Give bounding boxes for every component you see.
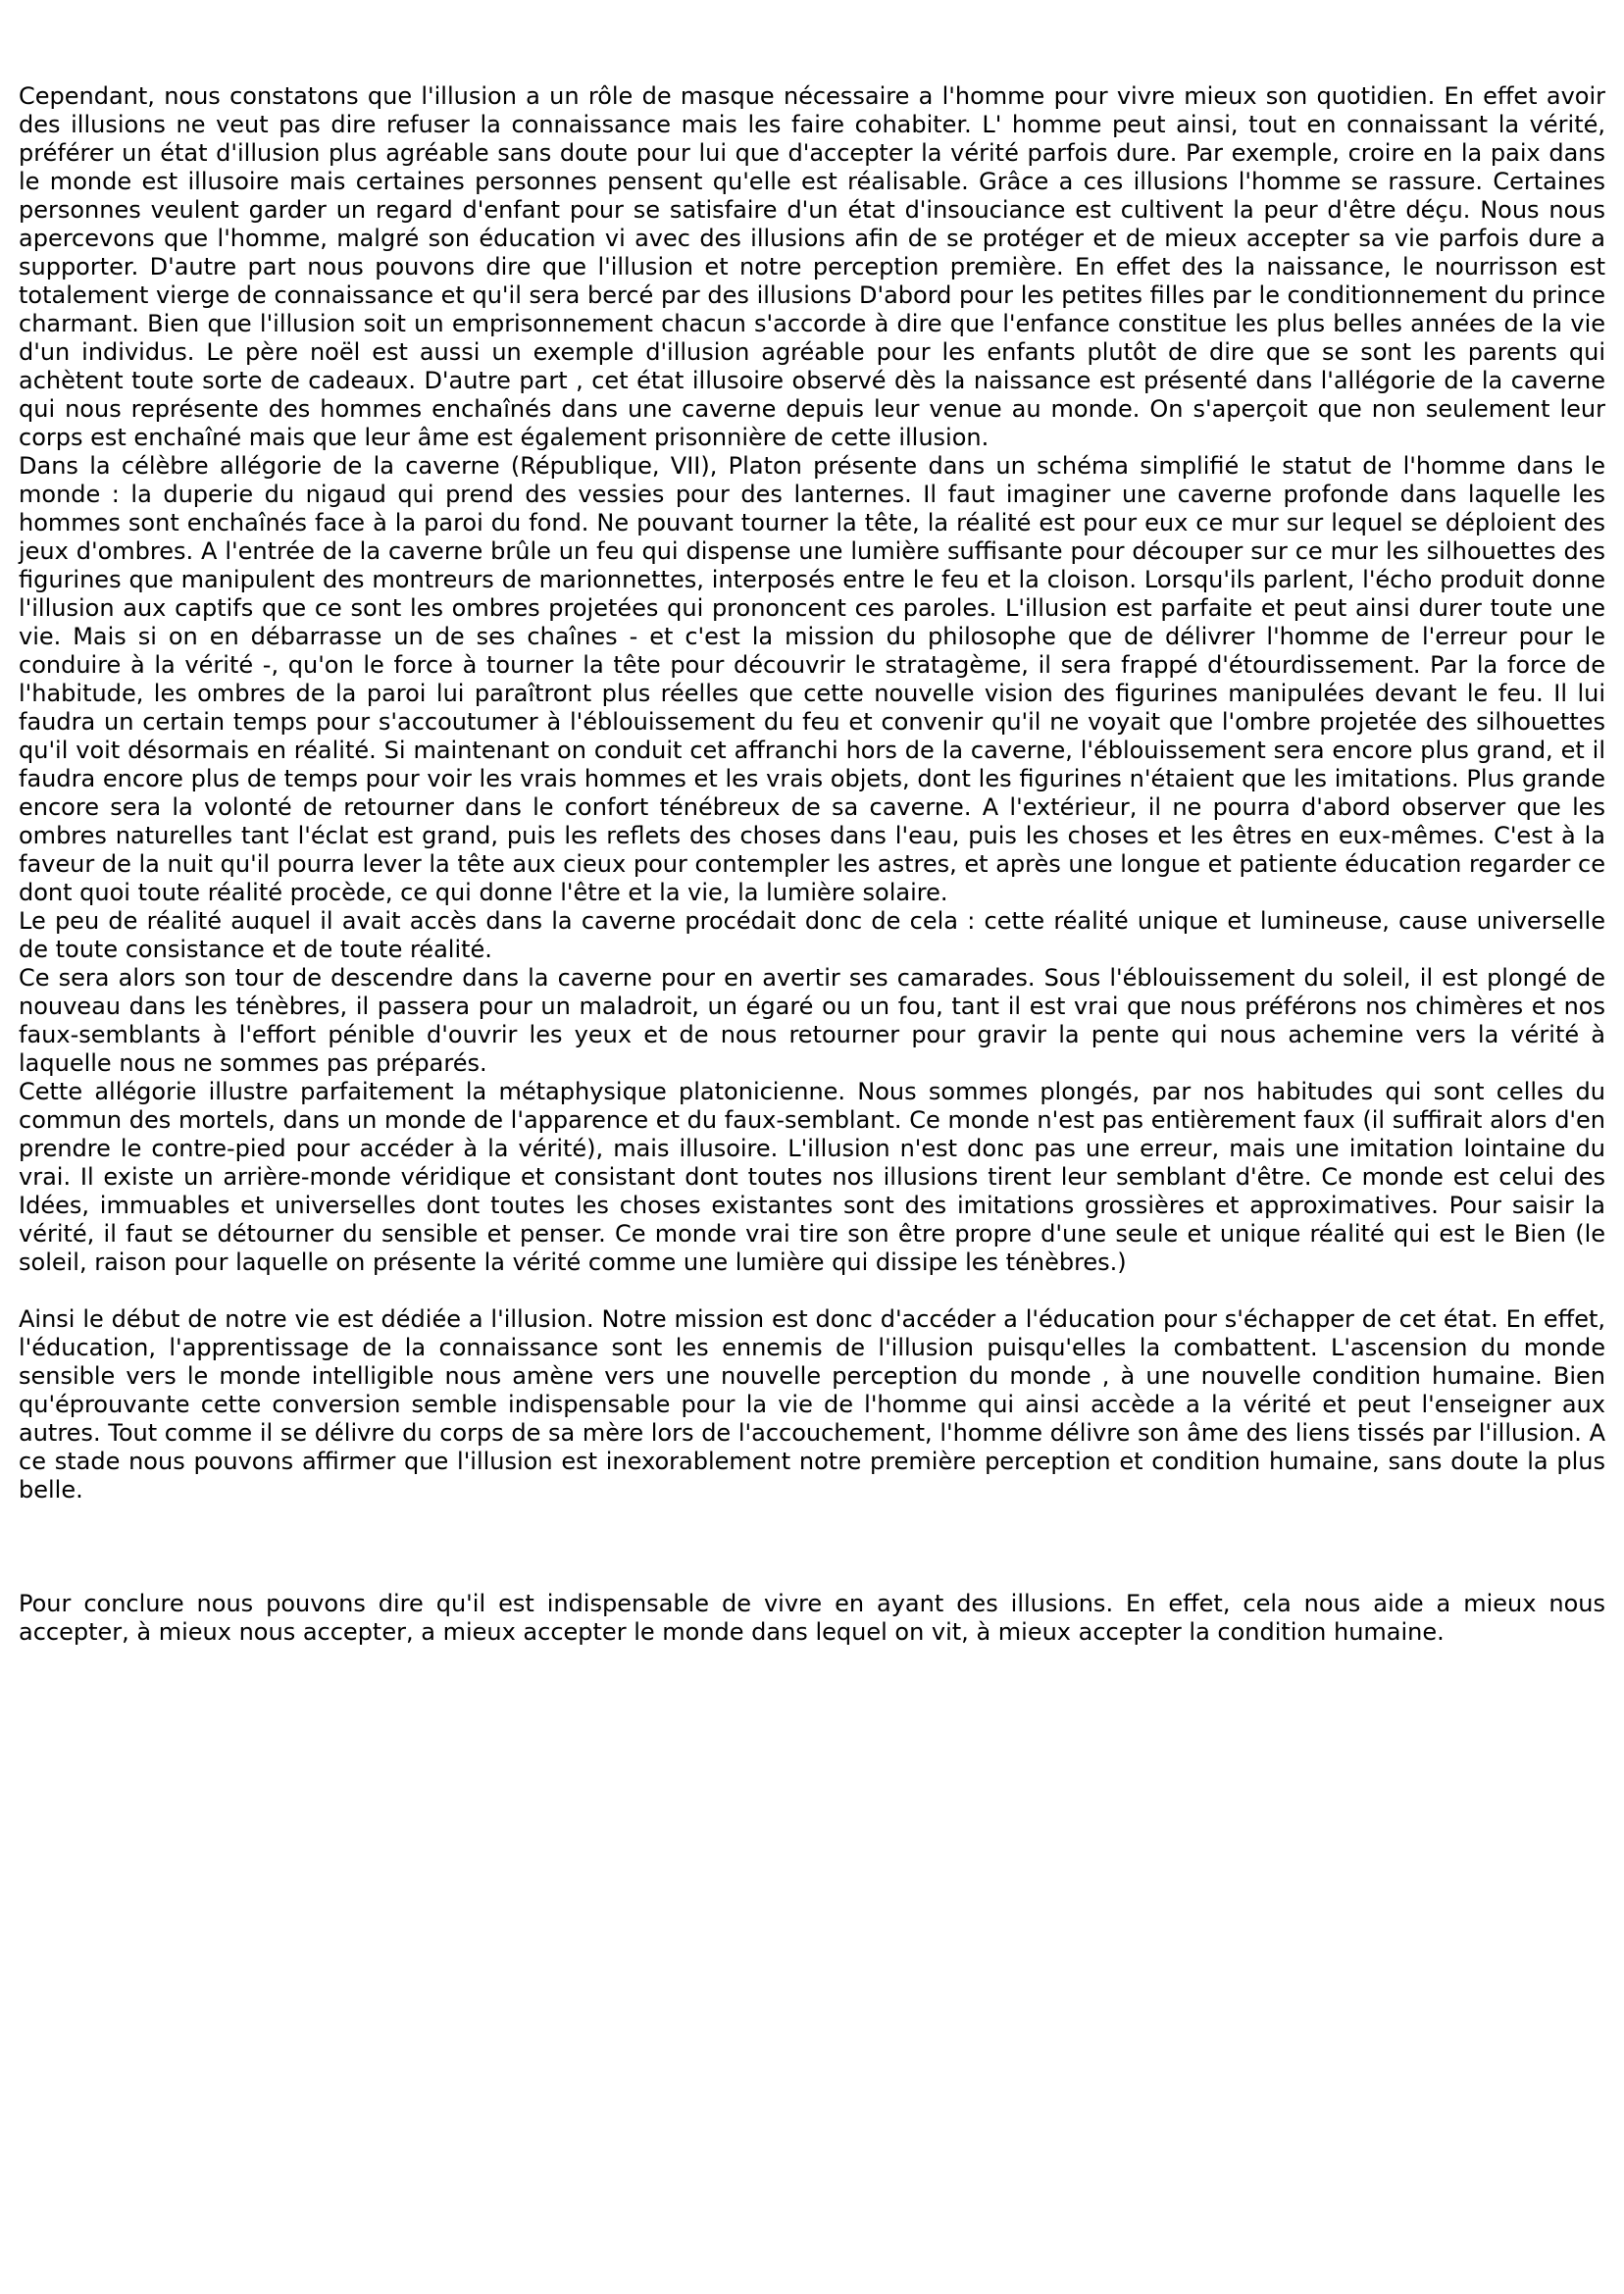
document-body (19, 82, 1605, 1647)
paragraph-metaphysique-platonicienne: Cette allégorie illustre parfaitement la métaphysique platonicienne. Nous sommes plongés, par nos habitudes qui sont celles du commun des mortels, dans un monde de l'apparence et du faux-semblant. Ce monde n'est pas entièrement faux (il suffirait alors d'en prendre le contre-pied pour accéder à la vérité), mais illusoire. L'illusion n'est donc pas une erreur, mais une imitation lointaine du vrai. Il existe un arrière-monde véridique et consistant dont toutes nos illusions tirent leur semblant d'être. Ce monde est celui des Idées, immuables et universelles dont toutes les choses existantes sont des imitations grossières et approximatives. Pour saisir la vérité, il faut se détourner du sensible et penser. Ce monde vrai tire son être propre d'une seule et unique réalité qui est le Bien (le soleil, raison pour laquelle on présente la vérité comme une lumière qui dissipe les ténèbres.) (19, 1078, 1605, 1276)
paragraph-allegorie-caverne: Dans la célèbre allégorie de la caverne (République, VII), Platon présente dans un schéma simplifié le statut de l'homme dans le monde : la duperie du nigaud qui prend des vessies pour des lanternes. Il faut imaginer une caverne profonde dans laquelle les hommes sont enchaînés face à la paroi du fond. Ne pouvant tourner la tête, la réalité est pour eux ce mur sur lequel se déploient des jeux d'ombres. A l'entrée de la caverne brûle un feu qui dispense une lumière suffisante pour découper sur ce mur les silhouettes des figurines que manipulent des montreurs de marionnettes, interposés entre le feu et la cloison. Lorsqu'ils parlent, l'écho produit donne l'illusion aux captifs que ce sont les ombres projetées qui prononcent ces paroles. L'illusion est parfaite et peut ainsi durer toute une vie. Mais si on en débarrasse un de ses chaînes - et c'est la mission du philosophe que de délivrer l'homme de l'erreur pour le conduire à la vérité -, qu'on le force à tourner la tête pour découvrir le stratagème, il sera frappé d'étourdissement. Par la force de l'habitude, les ombres de la paroi lui paraîtront plus réelles que cette nouvelle vision des figurines manipulées devant le feu. Il lui faudra un certain temps pour s'accoutumer à l'éblouissement du feu et convenir qu'il ne voyait que l'ombre projetée des silhouettes qu'il voit désormais en réalité. Si maintenant on conduit cet affranchi hors de la caverne, l'éblouissement sera encore plus grand, et il faudra encore plus de temps pour voir les vrais hommes et les vrais objets, dont les figurines n'étaient que les imitations. Plus grande encore sera la volonté de retourner dans le confort ténébreux de sa caverne. A l'extérieur, il ne pourra d'abord observer que les ombres naturelles tant l'éclat est grand, puis les reflets des choses dans l'eau, puis les choses et les êtres en eux-mêmes. C'est à la faveur de la nuit qu'il pourra lever la tête aux cieux pour contempler les astres, et après une longue et patiente éducation regarder ce dont quoi toute réalité procède, ce qui donne l'être et la vie, la lumière solaire. (19, 452, 1605, 906)
paragraph-conclusion: Pour conclure nous pouvons dire qu'il est indispensable de vivre en ayant des illusions. En effet, cela nous aide a mieux nous accepter, à mieux nous accepter, a mieux accepter le monde dans lequel on vit, à mieux accepter la condition humaine. (19, 1590, 1605, 1646)
paragraph-education: Ainsi le début de notre vie est dédiée a l'illusion. Notre mission est donc d'accéder a l'éducation pour s'échapper de cet état. En effet, l'éducation, l'apprentissage de la connaissance sont les ennemis de l'illusion puisqu'elles la combattent. L'ascension du monde sensible vers le monde intelligible nous amène vers une nouvelle perception du monde , à une nouvelle condition humaine. Bien qu'éprouvante cette conversion semble indispensable pour la vie de l'homme qui ainsi accède a la vérité et peut l'enseigner aux autres. Tout comme il se délivre du corps de sa mère lors de l'accouchement, l'homme délivre son âme des liens tissés par l'illusion. A ce stade nous pouvons affirmer que l'illusion est inexorablement notre première perception et condition humaine, sans doute la plus belle. (19, 1305, 1605, 1504)
paragraph-retour-caverne: Ce sera alors son tour de descendre dans la caverne pour en avertir ses camarades. Sous l'éblouissement du soleil, il est plongé de nouveau dans les ténèbres, il passera pour un maladroit, un égaré ou un fou, tant il est vrai que nous préférons nos chimères et nos faux-semblants à l'effort pénible d'ouvrir les yeux et de nous retourner pour gravir la pente qui nous achemine vers la vérité à laquelle nous ne sommes pas préparés. (19, 964, 1605, 1077)
paragraph-realite-lumineuse: Le peu de réalité auquel il avait accès dans la caverne procédait donc de cela : cette réalité unique et lumineuse, cause universelle de toute consistance et de toute réalité. (19, 907, 1605, 963)
paragraph-illusion-masque: Cependant, nous constatons que l'illusion a un rôle de masque nécessaire a l'homme pour vivre mieux son quotidien. En effet avoir des illusions ne veut pas dire refuser la connaissance mais les faire cohabiter. L' homme peut ainsi, tout en connaissant la vérité, préférer un état d'illusion plus agréable sans doute pour lui que d'accepter la vérité parfois dure. Par exemple, croire en la paix dans le monde est illusoire mais certaines personnes pensent qu'elle est réalisable. Grâce a ces illusions l'homme se rassure. Certaines personnes veulent garder un regard d'enfant pour se satisfaire d'un état d'insouciance est cultivent la peur d'être déçu. Nous nous apercevons que l'homme, malgré son éducation vi avec des illusions afin de se protéger et de mieux accepter sa vie parfois dure a supporter. D'autre part nous pouvons dire que l'illusion et notre perception première. En effet des la naissance, le nourrisson est totalement vierge de connaissance et qu'il sera bercé par des illusions D'abord pour les petites filles par le conditionnement du prince charmant. Bien que l'illusion soit un emprisonnement chacun s'accorde à dire que l'enfance constitue les plus belles années de la vie d'un individus. Le père noël est aussi un exemple d'illusion agréable pour les enfants plutôt de dire que se sont les parents qui achètent toute sorte de cadeaux. D'autre part , cet état illusoire observé dès la naissance est présenté dans l'allégorie de la caverne qui nous représente des hommes enchaînés dans une caverne depuis leur venue au monde. On s'aperçoit que non seulement leur corps est enchaîné mais que leur âme est également prisonnière de cette illusion. (19, 82, 1605, 451)
